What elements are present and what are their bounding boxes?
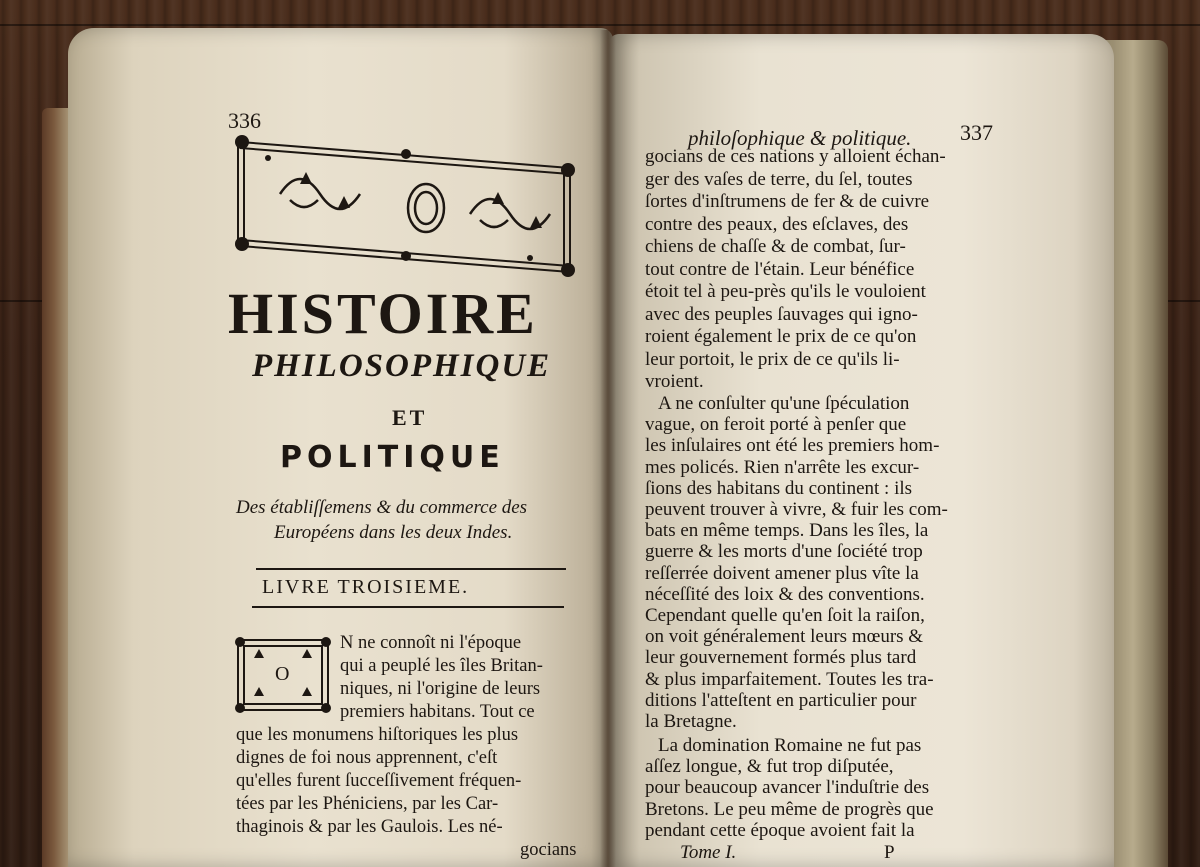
body-line: gocians de ces nations y alloient échan- <box>645 146 946 167</box>
body-line: les inſulaires ont été les premiers hom- <box>645 435 940 457</box>
body-line: néceſſité des loix & des conventions. <box>645 583 925 605</box>
body-line: reſſerrée doivent amener plus vîte la <box>645 562 919 584</box>
body-line: Bretons. Le peu même de progrès que <box>645 798 934 820</box>
body-line: peuvent trouver à vivre, & fuir les com- <box>645 499 948 520</box>
body-line: & plus imparfaitement. Toutes les tra- <box>645 668 934 690</box>
body-line: on voit généralement leurs mœurs & <box>645 626 924 648</box>
body-line: La domination Romaine ne fut pas <box>658 735 922 756</box>
body-line: dignes de foi nous apprennent, c'eſt <box>236 748 498 768</box>
drop-cap-letter: O <box>275 663 290 685</box>
body-line: que les monumens hiſtoriques les plus <box>236 725 519 745</box>
book-title-politique: POLITIQUE <box>280 440 505 475</box>
body-line: ger des vaſes de terre, du ſel, toutes <box>645 168 913 190</box>
body-line: pour beaucoup avancer l'induſtrie des <box>645 777 930 799</box>
body-line: niques, ni l'origine de leurs <box>340 679 541 699</box>
body-line: roient également le prix de ce qu'on <box>645 326 917 347</box>
body-line: contre des peaux, des eſclaves, des <box>645 213 909 235</box>
title-conjunction: ET <box>392 405 428 430</box>
subtitle-line: Des établiſſemens & du commerce des <box>236 497 528 518</box>
book-subtitle: PHILOSOPHIQUE <box>252 348 552 384</box>
body-line: étoit tel à peu-près qu'ils le vouloient <box>645 281 926 302</box>
book-gutter <box>600 30 616 867</box>
body-line: A ne conſulter qu'une ſpéculation <box>658 393 910 414</box>
body-line: N ne connoît ni l'époque <box>340 633 522 653</box>
body-line: avec des peuples ſauvages qui igno- <box>645 303 918 325</box>
heading-rule-bottom <box>252 606 564 608</box>
headpiece-ornament <box>230 128 582 280</box>
body-line: la Bretagne. <box>645 711 737 732</box>
body-line: chiens de chaſſe & de combat, ſur- <box>645 236 906 257</box>
body-line: mes policés. Rien n'arrête les excur- <box>645 456 920 478</box>
body-line: tées par les Phéniciens, par les Car- <box>236 794 499 814</box>
table-plank-seam <box>0 24 1200 26</box>
body-line: leur gouvernement formés plus tard <box>645 647 917 669</box>
body-line: Cependant quelle qu'en ſoit la raiſon, <box>645 605 925 626</box>
footer-volume: Tome I. <box>680 842 737 863</box>
body-line: premiers habitans. Tout ce <box>340 702 535 722</box>
right-page-number: 337 <box>960 120 993 145</box>
running-head: philoſophique & politique. <box>688 126 912 150</box>
body-line: leur portoit, le prix de ce qu'ils li- <box>645 348 900 370</box>
book-title: HISTOIRE <box>228 281 538 346</box>
body-line: bats en même temps. Dans les îles, la <box>645 520 929 542</box>
body-line: tout contre de l'étain. Leur bénéfice <box>645 258 915 280</box>
body-line: ditions l'atteſtent en particulier pour <box>645 689 917 711</box>
heading-rule-top <box>256 568 566 570</box>
body-line: vroient. <box>645 371 704 392</box>
body-line: vague, on feroit porté à penſer que <box>645 414 907 436</box>
body-line: ſions des habitans du continent : ils <box>645 477 913 499</box>
body-line: pendant cette époque avoient fait la <box>645 819 915 841</box>
left-page-number: 336 <box>228 108 261 133</box>
body-line: qu'elles furent ſucceſſivement fréquen- <box>236 771 522 791</box>
body-line: aſſez longue, & fut trop diſputée, <box>645 756 894 778</box>
body-line: guerre & les morts d'une ſociété trop <box>645 541 923 563</box>
book-section-heading: LIVRE TROISIEME. <box>262 576 470 598</box>
body-line: thaginois & par les Gaulois. Les né- <box>236 817 503 837</box>
body-line: qui a peuplé les îles Britan- <box>340 656 543 676</box>
body-line: ſortes d'inſtrumens de fer & de cuivre <box>645 191 930 212</box>
footer-signature: P <box>884 842 895 863</box>
subtitle-line: Européens dans les deux Indes. <box>274 522 513 543</box>
catchword: gocians <box>520 840 577 860</box>
